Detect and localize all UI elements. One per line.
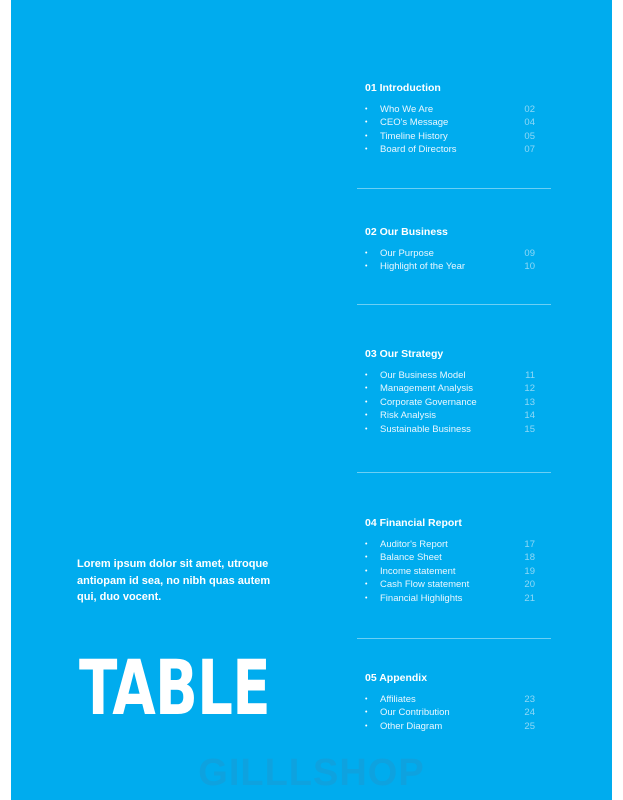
toc-item[interactable] (365, 592, 549, 605)
toc-item-label: Financial Highlights (380, 592, 463, 604)
intro-tagline: Lorem ipsum dolor sit amet, utroque antiopam id sea, no nibh quas autem qui, duo vocent. (77, 558, 271, 603)
toc-item-page: 23 (524, 694, 535, 705)
bullet-icon: • (365, 250, 368, 257)
toc-item-page: 13 (524, 396, 535, 408)
toc-item-page: 12 (524, 383, 535, 395)
section-divider (357, 304, 551, 305)
bullet-icon: • (365, 146, 368, 154)
toc-item-page: 18 (524, 552, 535, 564)
toc-item-label: Income statement (380, 565, 456, 577)
toc-item-label: Board of Directors (380, 144, 457, 156)
toc-section-our-strategy (365, 348, 549, 436)
toc-item[interactable] (365, 551, 549, 564)
bullet-icon: • (365, 412, 368, 420)
bullet-icon: • (365, 119, 368, 127)
toc-item-page: 15 (524, 423, 535, 435)
toc-item[interactable] (365, 693, 549, 706)
toc-item-page: 20 (524, 579, 535, 591)
toc-item-page: 05 (524, 130, 535, 142)
toc-item-label: Highlight of the Year (380, 261, 466, 273)
section-title: 04 Financial Report (365, 517, 462, 529)
page-title: TABLE (79, 643, 270, 732)
toc-item[interactable] (365, 143, 549, 156)
toc-item[interactable] (365, 369, 549, 382)
toc-item-label: Balance Sheet (380, 552, 442, 564)
toc-item-label: Our Contribution (380, 707, 450, 719)
section-divider (357, 472, 551, 473)
section-title: 01 Introduction (365, 82, 441, 94)
toc-item-page: 11 (525, 370, 535, 381)
toc-item[interactable] (365, 578, 549, 591)
bullet-icon: • (365, 709, 368, 717)
toc-item-label: Our Purpose (380, 248, 434, 259)
toc-item[interactable] (365, 538, 549, 551)
toc-item[interactable] (365, 247, 549, 260)
toc-item-label: Timeline History (380, 130, 448, 142)
toc-item[interactable] (365, 116, 549, 129)
table-of-contents-page (11, 0, 612, 800)
bullet-icon: • (365, 541, 368, 548)
toc-item-page: 04 (524, 117, 535, 129)
toc-item[interactable] (365, 130, 549, 143)
bullet-icon: • (365, 722, 368, 730)
toc-item[interactable] (365, 396, 549, 409)
toc-item[interactable] (365, 260, 549, 273)
toc-item-page: 19 (524, 565, 535, 577)
toc-item-label: Cash Flow statement (380, 579, 470, 591)
bullet-icon: • (365, 385, 368, 393)
bullet-icon: • (365, 567, 368, 575)
bullet-icon: • (365, 581, 368, 589)
bullet-icon: • (365, 594, 368, 602)
toc-section-appendix (365, 672, 549, 733)
toc-section-our-business (365, 226, 549, 274)
toc-item-page: 02 (524, 104, 535, 115)
section-title: 02 Our Business (365, 226, 448, 238)
toc-item-label: CEO's Message (380, 117, 449, 129)
section-title: 03 Our Strategy (365, 348, 444, 360)
toc-item-label: Auditor's Report (380, 539, 448, 550)
toc-item-label: Affiliates (380, 694, 416, 705)
toc-item-page: 21 (524, 592, 535, 604)
toc-item-label: Management Analysis (380, 383, 473, 395)
bullet-icon: • (365, 372, 368, 379)
toc-item-label: Our Business Model (380, 370, 466, 381)
toc-item-label: Who We Are (380, 104, 434, 115)
section-divider (357, 188, 551, 189)
bullet-icon: • (365, 696, 368, 703)
toc-item-label: Sustainable Business (380, 423, 471, 435)
toc-item[interactable] (365, 409, 549, 422)
watermark-logo: GILLLSHOP (198, 752, 425, 794)
toc-item[interactable] (365, 720, 549, 733)
toc-item[interactable] (365, 565, 549, 578)
toc-item-label: Risk Analysis (380, 410, 436, 422)
toc-item-label: Other Diagram (380, 720, 443, 732)
toc-item[interactable] (365, 423, 549, 436)
toc-item[interactable] (365, 382, 549, 395)
toc-item-page: 07 (524, 144, 535, 156)
toc-item-label: Corporate Governance (380, 396, 477, 408)
toc-item[interactable] (365, 103, 549, 116)
toc-item-page: 24 (524, 707, 535, 719)
bullet-icon: • (365, 398, 368, 406)
bullet-icon: • (365, 554, 368, 562)
toc-section-financial-report (365, 517, 549, 605)
section-title: 05 Appendix (365, 672, 428, 684)
toc-item-page: 17 (524, 539, 535, 550)
bullet-icon: • (365, 263, 368, 271)
toc-item[interactable] (365, 706, 549, 719)
section-divider (357, 638, 551, 639)
toc-item-page: 14 (524, 410, 535, 422)
toc-item-page: 25 (524, 720, 535, 732)
toc-item-page: 10 (524, 261, 535, 273)
toc-item-page: 09 (524, 248, 535, 259)
bullet-icon: • (365, 425, 368, 433)
bullet-icon: • (365, 132, 368, 140)
toc-section-introduction (365, 82, 549, 157)
bullet-icon: • (365, 106, 368, 113)
